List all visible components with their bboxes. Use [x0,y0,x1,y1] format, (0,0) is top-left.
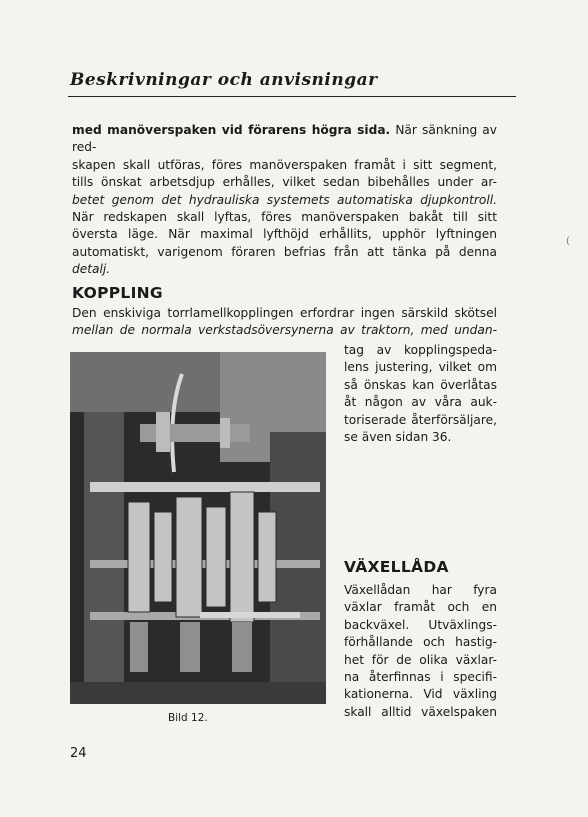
text-line: kationerna. Vid växling [344,687,497,702]
text-line: het för de olika växlar- [344,652,497,667]
text-line: detalj. [72,262,111,277]
text-line: Den enskiviga torrlamellkopplingen erfordrar ingen särskild skötsel [72,306,497,320]
text-line: Växellådan har fyra [344,583,497,597]
koppling-paragraph [72,305,497,340]
text-line: na återfinnas i specifi- [344,670,497,685]
text-line: växlar framåt och en [344,600,497,615]
text-line: skall alltid växelspaken [344,704,497,719]
text-line: mellan de normala verkstadsöversynerna av traktorn, med undan- [72,323,497,338]
text-line: backväxel. Utväxlings- [344,617,497,632]
text-line: tag av kopplingspeda- [344,343,497,357]
gearbox-photo [70,352,326,704]
page-number: 24 [70,746,87,761]
header-rule [68,96,516,97]
vaxellada-column [344,582,497,721]
text-line: översta läge. När maximal lyfthöjd erhållits, upphör lyftningen [72,227,497,242]
intro-paragraph [72,122,497,279]
text-line [72,122,497,157]
page-header-title: Beskrivningar och anvisningar [70,70,378,90]
text-line: se även sidan 36. [344,430,452,445]
text-line: betet genom det hydrauliska systemets automatiska djupkontroll. [72,192,497,207]
gearbox-illustration [70,352,326,704]
text-line: lens justering, vilket om [344,360,497,375]
margin-mark: ( [566,236,570,247]
text-line: åt någon av våra auk- [344,395,497,410]
text-line: så önskas kan överlåtas [344,377,497,392]
text-line: förhållande och hastig- [344,635,497,650]
text-run: När sänkning av red- [72,123,497,155]
text-line: skapen skall utföras, föres manöverspaken framåt i sitt segment, [72,157,497,172]
section-heading-koppling: KOPPLING [72,284,163,302]
text-line: automatiskt, varigenom föraren befrias från att tänka på denna [72,244,497,259]
section-heading-vaxellada: VÄXELLÅDA [344,558,449,576]
text-line: tills önskat arbetsdjup erhålles, vilket sedan bibehålles under ar- [72,175,497,190]
text-line: toriserade återförsäljare, [344,412,497,427]
figure-caption: Bild 12. [168,712,208,724]
bold-phrase: med manöverspaken vid förarens högra sida. [72,123,391,137]
text-line: När redskapen skall lyftas, föres manöverspaken bakåt till sitt [72,210,497,225]
koppling-column [344,342,497,446]
